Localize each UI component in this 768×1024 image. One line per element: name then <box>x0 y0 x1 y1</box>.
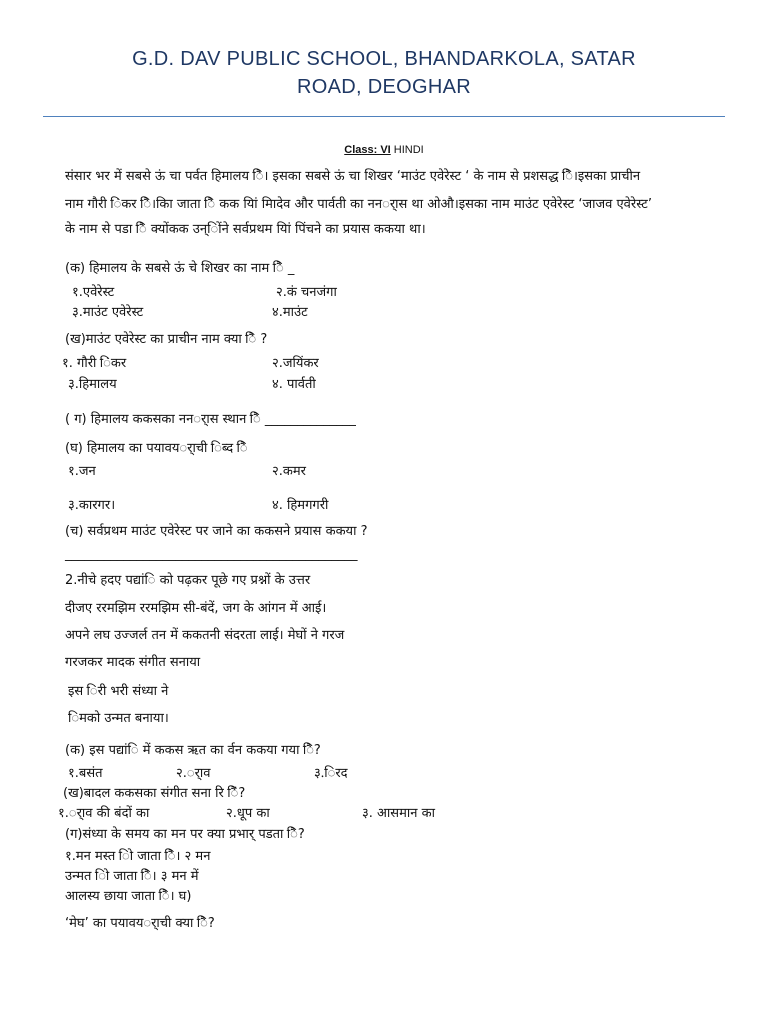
question-gh: (घ) हिमालय का पयावयर्ाची िब्द िै <box>65 441 248 456</box>
option: ४. पार्वती <box>272 377 316 392</box>
option: १.जन <box>68 464 96 479</box>
subject-label: HINDI <box>393 144 424 156</box>
option: १. गौरी िंकर <box>62 356 127 371</box>
poem-line: िमको उन्मत बनाया। <box>68 711 169 726</box>
question-ch: (च) सर्वप्रथम माउंट एवेरेस्ट पर जाने का ककसने प्रयास ककया ? <box>65 524 368 539</box>
option: ३.कारगर। <box>68 498 116 513</box>
option: १.एवेरेस्ट <box>72 285 115 300</box>
class-subject-line <box>0 144 768 156</box>
school-name-line1: G.D. DAV PUBLIC SCHOOL, BHANDARKOLA, SATAR <box>132 48 636 70</box>
question-kh2: (ख)बादल ककसका संगीत सना रि िैं? <box>63 786 246 801</box>
question-g2: (ग)संध्या के समय का मन पर क्या प्रभार् पडता िै? <box>65 827 305 842</box>
answer-line: उन्मत िो जाता िै। ३ मन में <box>65 869 199 884</box>
section2-heading: 2.नीचे हदए पद्यांि को पढ़कर पूछे गए प्रश्नों के उत्तर <box>65 573 311 588</box>
option: ४. हिमगगरी <box>272 498 329 513</box>
answer-line: आलस्य छाया जाता िै। घ) <box>65 889 192 904</box>
poem-line: इस िरी भरी संध्या ने <box>68 684 169 699</box>
passage-line: नाम गौरी िंकर िै।किा जाता िै कक यिां मिादेव और पार्वती का ननर्ास था ओऔ।इसका नाम माउंट एवेरेस्ट ‘जाजव एवेरेस्ट’ <box>65 197 652 212</box>
option: २.धूप का <box>226 806 270 821</box>
option: १.बसंत <box>68 766 103 781</box>
option: १.र्ाव की बंदों का <box>58 806 150 821</box>
question-k2: (क) इस पद्यांि में ककस ऋत का र्वन ककया गया िै? <box>65 743 321 758</box>
question-k: (क) हिमालय के सबसे ऊं चे शिखर का नाम िै _ <box>65 261 295 276</box>
poem-line: अपने लघ उज्जर्ल तन में ककतनी संदरता लाई। मेघों ने गरज <box>65 628 345 643</box>
option: २.जयिंकर <box>272 356 319 371</box>
answer-line: १.मन मस्त िो जाता िै। २ मन <box>65 849 211 864</box>
passage-line: संसार भर में सबसे ऊं चा पर्वत हिमालय िै। इसका सबसे ऊं चा शिखर ‘माउंट एवेरेस्ट ‘ के नाम से प्रशसद्ध िै।इसका प्राचीन <box>65 169 641 184</box>
option: २.कमर <box>272 464 306 479</box>
question-gh2: ‘मेघ’ का पयावयर्ाची क्या िै? <box>65 916 215 931</box>
header-divider <box>43 116 725 117</box>
class-label: Class: VI <box>344 144 391 156</box>
option: ३.हिमालय <box>68 377 117 392</box>
school-name-line2: ROAD, DEOGHAR <box>297 76 471 98</box>
option: ४.माउंट <box>272 305 308 320</box>
option: ३. आसमान का <box>362 806 435 821</box>
passage-line: के नाम से पडा िै क्योंकक उन्िोंने सर्वप्रथम यिां पिंचने का प्रयास ककया था। <box>65 222 426 237</box>
option: २.र्ाव <box>176 766 211 781</box>
answer-blank: _____________________________________________ <box>65 547 358 562</box>
poem-line: दीजए ररमझिम ररमझिम सी-बंदें, जग के आंगन में आई। <box>65 601 327 616</box>
option: ३.माउंट एवेरेस्ट <box>72 305 144 320</box>
question-g: ( ग) हिमालय ककसका ननर्ास स्थान िै ______________ <box>65 412 356 427</box>
poem-line: गरजकर मादक संगीत सनाया <box>65 655 201 670</box>
option: ३.िरद <box>314 766 348 781</box>
option: २.कं चनजंगा <box>276 285 337 300</box>
question-kh: (ख)माउंट एवेरेस्ट का प्राचीन नाम क्या िै ? <box>65 332 268 347</box>
